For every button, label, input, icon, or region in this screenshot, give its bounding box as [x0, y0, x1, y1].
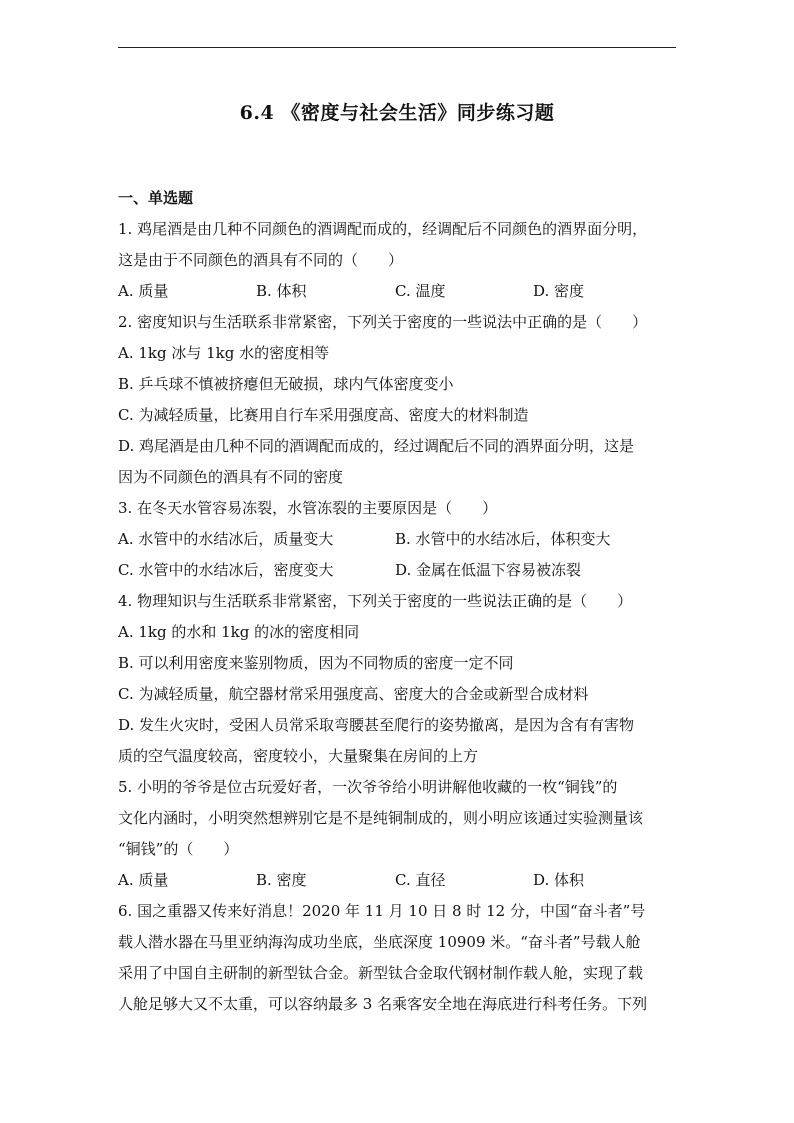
question-6-line-2: 载人潜水器在马里亚纳海沟成功坐底，坐底深度 10909 米。“奋斗者”号载人舱	[118, 933, 641, 951]
question-4-stem: 4. 物理知识与生活联系非常紧密，下列关于密度的一些说法正确的是（ ）	[118, 592, 633, 610]
section-heading: 一、单选题	[118, 189, 194, 207]
question-3-option-d: D. 金属在低温下容易被冻裂	[395, 561, 582, 579]
question-4	[118, 586, 678, 772]
question-4-option-b: B. 可以利用密度来鉴别物质，因为不同物质的密度一定不同	[118, 654, 514, 672]
question-2-option-d: D. 鸡尾酒是由几种不同的酒调配而成的，经过调配后不同的酒界面分明，这是	[118, 437, 635, 455]
question-content	[118, 183, 678, 1020]
question-5-option-a: A. 质量	[118, 871, 169, 889]
question-6-line-3: 采用了中国自主研制的新型钛合金。新型钛合金取代钢材制作载人舱，实现了载	[118, 964, 644, 982]
question-6-line-1: 6. 国之重器又传来好消息！2020 年 11 月 10 日 8 时 12 分，中国“奋斗者”号	[118, 902, 646, 920]
question-4-option-d: D. 发生火灾时，受困人员常采取弯腰甚至爬行的姿势撤离，是因为含有有害物	[118, 716, 635, 734]
question-2-option-c: C. 为减轻质量，比赛用自行车采用强度高、密度大的材料制造	[118, 406, 529, 424]
question-1-line-2: 这是由于不同颜色的酒具有不同的（ ）	[118, 251, 404, 269]
question-5-option-b: B. 密度	[256, 871, 307, 889]
question-3-options-row-2	[118, 555, 678, 586]
question-1-option-c: C. 温度	[395, 282, 446, 300]
question-5-line-3: “铜钱”的（ ）	[118, 840, 239, 858]
question-4-option-d-continued: 质的空气温度较高，密度较小，大量聚集在房间的上方	[118, 747, 479, 765]
question-6-line-4: 人舱足够大又不太重，可以容纳最多 3 名乘客安全地在海底进行科考任务。下列	[118, 995, 648, 1013]
question-3	[118, 493, 678, 586]
question-3-stem: 3. 在冬天水管容易冻裂，水管冻裂的主要原因是（ ）	[118, 499, 498, 517]
question-1	[118, 214, 678, 307]
question-2-option-d-continued: 因为不同颜色的酒具有不同的密度	[118, 468, 344, 486]
question-4-option-a: A. 1kg 的水和 1kg 的冰的密度相同	[118, 623, 360, 641]
question-1-options	[118, 276, 678, 307]
question-4-option-c: C. 为减轻质量，航空器材常采用强度高、密度大的合金或新型合成材料	[118, 685, 589, 703]
question-5-option-c: C. 直径	[395, 871, 446, 889]
question-3-option-b: B. 水管中的水结冰后，体积变大	[395, 530, 611, 548]
question-3-options-row-1	[118, 524, 678, 555]
question-1-option-a: A. 质量	[118, 282, 169, 300]
question-5	[118, 772, 678, 896]
question-3-option-a: A. 水管中的水结冰后，质量变大	[118, 530, 334, 548]
question-5-option-d: D. 体积	[533, 871, 585, 889]
page-title: 6.4 《密度与社会生活》同步练习题	[239, 102, 555, 124]
question-3-option-c: C. 水管中的水结冰后，密度变大	[118, 561, 334, 579]
question-1-line-1: 1. 鸡尾酒是由几种不同颜色的酒调配而成的，经调配后不同颜色的酒界面分明，	[118, 220, 648, 238]
question-2-option-a: A. 1kg 冰与 1kg 水的密度相等	[118, 344, 330, 362]
question-1-option-d: D. 密度	[533, 282, 585, 300]
question-2-stem: 2. 密度知识与生活联系非常紧密，下列关于密度的一些说法中正确的是（ ）	[118, 313, 648, 331]
question-6	[118, 896, 678, 1020]
question-5-line-1: 5. 小明的爷爷是位古玩爱好者，一次爷爷给小明讲解他收藏的一枚“铜钱”的	[118, 778, 618, 796]
question-1-option-b: B. 体积	[256, 282, 307, 300]
header-rule	[118, 47, 676, 48]
question-5-line-2: 文化内涵时，小明突然想辨别它是不是纯铜制成的，则小明应该通过实验测量该	[118, 809, 644, 827]
question-2	[118, 307, 678, 493]
question-5-options	[118, 865, 678, 896]
question-2-option-b: B. 乒乓球不慎被挤瘪但无破损，球内气体密度变小	[118, 375, 454, 393]
